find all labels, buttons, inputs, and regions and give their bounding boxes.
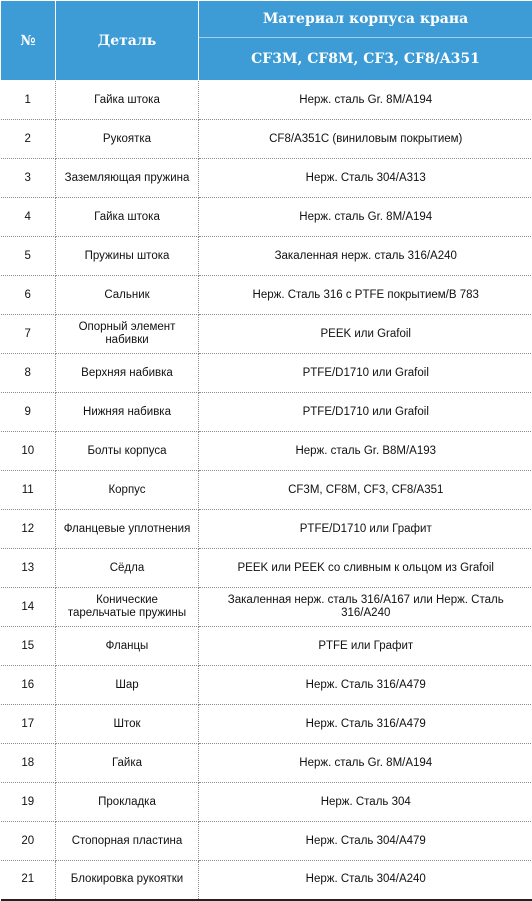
row-number: 18 xyxy=(1,744,56,783)
row-part: Шар xyxy=(56,666,199,705)
row-material: Нерж. Сталь 316 с PTFE покрытием/B 783 xyxy=(199,276,532,315)
table-row xyxy=(1,237,532,276)
row-part: Блокировка рукоятки xyxy=(56,861,199,900)
row-number: 9 xyxy=(1,393,56,432)
row-number: 19 xyxy=(1,783,56,822)
table-body xyxy=(1,81,532,900)
row-material: Нерж. сталь Gr. 8M/A194 xyxy=(199,198,532,237)
table-row xyxy=(1,783,532,822)
header-material-grades: CF3M, CF8M, CF3, CF8/A351 xyxy=(199,38,532,81)
row-number: 20 xyxy=(1,822,56,861)
table-row xyxy=(1,276,532,315)
row-material: Нерж. Сталь 304/A479 xyxy=(199,822,532,861)
table-row xyxy=(1,393,532,432)
row-part: Заземляющая пружина xyxy=(56,159,199,198)
row-material: PTFE/D1710 или Графит xyxy=(199,510,532,549)
table-row xyxy=(1,510,532,549)
table-row xyxy=(1,666,532,705)
row-number: 2 xyxy=(1,120,56,159)
table-row xyxy=(1,81,532,120)
table-row xyxy=(1,705,532,744)
row-number: 12 xyxy=(1,510,56,549)
row-part: Конические тарельчатые пружины xyxy=(56,588,199,627)
table-header xyxy=(1,1,532,81)
row-material: PEEK или PEEK со сливным к ольцом из Grafoil xyxy=(199,549,532,588)
header-part: Деталь xyxy=(56,1,199,81)
row-part: Фланцевые уплотнения xyxy=(56,510,199,549)
table-row xyxy=(1,861,532,900)
row-part: Сёдла xyxy=(56,549,199,588)
row-part: Гайка xyxy=(56,744,199,783)
row-number: 16 xyxy=(1,666,56,705)
row-part: Верхняя набивка xyxy=(56,354,199,393)
row-material: Нерж. Сталь 304 xyxy=(199,783,532,822)
row-number: 13 xyxy=(1,549,56,588)
row-part: Корпус xyxy=(56,471,199,510)
row-material: Нерж. Сталь 316/A479 xyxy=(199,705,532,744)
table-row xyxy=(1,471,532,510)
row-number: 21 xyxy=(1,861,56,900)
table-row xyxy=(1,354,532,393)
row-material: Закаленная нерж. сталь 316/A167 или Нерж. Сталь 316/A240 xyxy=(199,588,532,627)
row-number: 11 xyxy=(1,471,56,510)
row-material: Нерж. сталь Gr. 8M/A194 xyxy=(199,81,532,120)
table-row xyxy=(1,588,532,627)
row-material: Нерж. сталь Gr. B8M/A193 xyxy=(199,432,532,471)
row-part: Гайка штока xyxy=(56,81,199,120)
row-material: PTFE/D1710 или Grafoil xyxy=(199,354,532,393)
row-part: Шток xyxy=(56,705,199,744)
row-material: Нерж. Сталь 304/A313 xyxy=(199,159,532,198)
row-number: 14 xyxy=(1,588,56,627)
row-part: Пружины штока xyxy=(56,237,199,276)
table-row xyxy=(1,120,532,159)
row-part: Стопорная пластина xyxy=(56,822,199,861)
row-material: Нерж. Сталь 304/A240 xyxy=(199,861,532,900)
row-material: PEEK или Grafoil xyxy=(199,315,532,354)
row-number: 7 xyxy=(1,315,56,354)
row-material: PTFE/D1710 или Grafoil xyxy=(199,393,532,432)
row-part: Гайка штока xyxy=(56,198,199,237)
row-part: Рукоятка xyxy=(56,120,199,159)
row-number: 10 xyxy=(1,432,56,471)
table-row xyxy=(1,549,532,588)
row-number: 1 xyxy=(1,81,56,120)
row-part: Нижняя набивка xyxy=(56,393,199,432)
table-row xyxy=(1,432,532,471)
row-material: CF8/A351C (виниловым покрытием) xyxy=(199,120,532,159)
row-number: 6 xyxy=(1,276,56,315)
table-row xyxy=(1,159,532,198)
row-material: CF3M, CF8M, CF3, CF8/A351 xyxy=(199,471,532,510)
row-number: 15 xyxy=(1,627,56,666)
row-material: Нерж. Сталь 316/A479 xyxy=(199,666,532,705)
row-number: 3 xyxy=(1,159,56,198)
row-material: Нерж. сталь Gr. 8M/A194 xyxy=(199,744,532,783)
row-part: Болты корпуса xyxy=(56,432,199,471)
row-number: 17 xyxy=(1,705,56,744)
row-part: Сальник xyxy=(56,276,199,315)
row-material: PTFE или Графит xyxy=(199,627,532,666)
table-row xyxy=(1,315,532,354)
header-number: № xyxy=(1,1,56,81)
row-material: Закаленная нерж. сталь 316/A240 xyxy=(199,237,532,276)
row-number: 8 xyxy=(1,354,56,393)
table-row xyxy=(1,744,532,783)
row-part: Опорный элемент набивки xyxy=(56,315,199,354)
table-row xyxy=(1,822,532,861)
table-row xyxy=(1,627,532,666)
header-material: Материал корпуса крана xyxy=(199,1,532,38)
table-row xyxy=(1,198,532,237)
row-number: 5 xyxy=(1,237,56,276)
row-number: 4 xyxy=(1,198,56,237)
row-part: Прокладка xyxy=(56,783,199,822)
row-part: Фланцы xyxy=(56,627,199,666)
